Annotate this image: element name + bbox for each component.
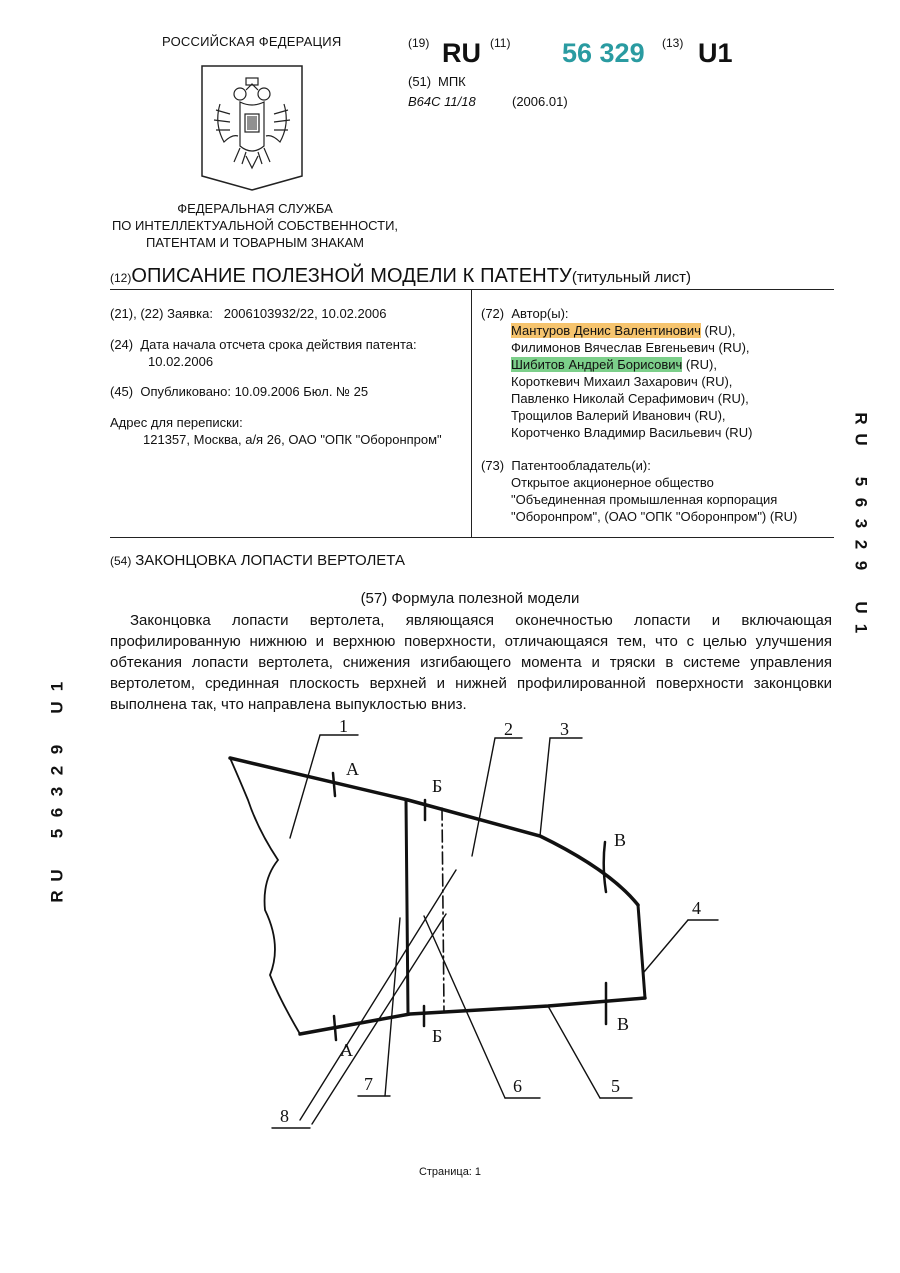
- claim-heading: (57) Формула полезной модели: [360, 590, 580, 607]
- author-name-4: Короткевич Михаил Захарович: [511, 374, 698, 389]
- tag-24: (24): [110, 337, 134, 352]
- author-item-1: Мантуров Денис Валентинович (RU),: [511, 323, 736, 338]
- application-label: Заявка:: [167, 306, 213, 321]
- tag-21-22: (21), (22): [110, 306, 164, 321]
- agency-line-2: ПО ИНТЕЛЛЕКТУАЛЬНОЙ СОБСТВЕННОСТИ,: [111, 218, 399, 233]
- author-name-6: Трощилов Валерий Иванович: [511, 408, 691, 423]
- published-label: Опубликовано:: [140, 384, 231, 399]
- address-value: 121357, Москва, а/я 26, ОАО "ОПК "Оборонпром": [143, 432, 442, 447]
- author-item-7: Коротченко Владимир Васильевич (RU): [511, 425, 753, 440]
- published-value: 10.09.2006 Бюл. № 25: [234, 384, 369, 399]
- country-code: RU: [442, 38, 481, 68]
- side-label-right: R U 5 6 3 2 9 U 1: [851, 412, 871, 634]
- section-label-b-bottom: Б: [432, 1026, 443, 1046]
- kind-code: U1: [698, 38, 733, 68]
- section-line-dashdot: [442, 808, 444, 1012]
- part-label-7: 7: [364, 1074, 373, 1094]
- utility-model-title-text: ЗАКОНЦОВКА ЛОПАСТИ ВЕРТОЛЕТА: [135, 552, 405, 569]
- author-item-5: Павленко Николай Серафимович (RU),: [511, 391, 749, 406]
- part-label-8: 8: [280, 1106, 289, 1126]
- author-item-2: Филимонов Вячеслав Евгеньевич (RU),: [511, 340, 750, 355]
- author-name-2: Филимонов Вячеслав Евгеньевич: [511, 340, 715, 355]
- tag-13: (13): [662, 36, 684, 50]
- authors-label: Автор(ы):: [511, 306, 569, 321]
- part-label-6: 6: [513, 1076, 522, 1096]
- tag-54: (54): [110, 554, 132, 568]
- title-main: ОПИСАНИЕ ПОЛЕЗНОЙ МОДЕЛИ К ПАТЕНТУ: [131, 265, 572, 287]
- tag-11: (11): [490, 36, 511, 50]
- author-item-3: Шибитов Андрей Борисович (RU),: [511, 357, 717, 372]
- page-number: Страница: 1: [418, 1166, 482, 1178]
- tag-73: (73): [481, 458, 505, 473]
- holder-label: Патентообладатель(и):: [511, 458, 651, 473]
- part-label-5: 5: [611, 1076, 620, 1096]
- address-label: Адрес для переписки:: [110, 415, 243, 430]
- agency-line-3: ПАТЕНТАМ И ТОВАРНЫМ ЗНАКАМ: [146, 235, 364, 250]
- patent-number: 56 329: [562, 38, 645, 68]
- blade-root-break: [230, 758, 300, 1034]
- ipc-code: B64C 11/18: [408, 94, 476, 109]
- title-sub: (титульный лист): [571, 269, 691, 286]
- section-line-vertical: [406, 800, 408, 1014]
- author-name-7: Коротченко Владимир Васильевич: [511, 425, 722, 440]
- tag-51: (51): [408, 74, 432, 89]
- blade-tip-edge: [638, 905, 645, 998]
- side-label-left: R U 5 6 3 2 9 U 1: [47, 681, 67, 903]
- author-item-6: Трощилов Валерий Иванович (RU),: [511, 408, 726, 423]
- tag-45: (45): [110, 384, 134, 399]
- holder-line-3: "Оборонпром", (ОАО "ОПК "Оборонпром") (RU): [511, 509, 798, 524]
- section-label-v-bottom: В: [617, 1014, 630, 1034]
- tag-72: (72): [481, 306, 505, 321]
- author-name-5: Павленко Николай Серафимович: [511, 391, 715, 406]
- agency-line-1: ФЕДЕРАЛЬНАЯ СЛУЖБА: [177, 201, 333, 216]
- section-label-a-bottom: А: [340, 1040, 353, 1060]
- author-item-4: Короткевич Михаил Захарович (RU),: [511, 374, 733, 389]
- ipc-version: (2006.01): [512, 94, 568, 109]
- part-label-1: 1: [339, 716, 348, 736]
- part-label-4: 4: [692, 898, 701, 918]
- claim-text: Законцовка лопасти вертолета, являющаяся оконечностью лопасти и включающая профилированную нижнюю и верхнюю поверхности, отличающаяся тем, что с целью улучшения обтекания лопасти вертолета, снижения изгибающего момента и тряски в системе управления вертолетом, срединная плоскость верхней и нижней профилированной поверхности законцовки выполнена так, что направлена выпуклостью вниз.: [110, 612, 832, 713]
- start-date-value: 10.02.2006: [148, 354, 214, 369]
- country-name: РОССИЙСКАЯ ФЕДЕРАЦИЯ: [162, 34, 342, 49]
- application-value: 2006103932/22, 10.02.2006: [223, 306, 387, 321]
- author-name-3: Шибитов Андрей Борисович: [511, 357, 683, 372]
- part-label-2: 2: [504, 719, 513, 739]
- author-name-1: Мантуров Денис Валентинович: [511, 323, 701, 338]
- section-label-a-top: А: [346, 759, 359, 779]
- section-label-b-top: Б: [432, 776, 443, 796]
- holder-line-1: Открытое акционерное общество: [511, 475, 714, 490]
- blade-bottom-edge: [300, 998, 645, 1034]
- ipc-label: МПК: [438, 74, 466, 89]
- tag-12: (12): [110, 271, 132, 285]
- tag-19: (19): [408, 36, 430, 50]
- holder-line-2: "Объединенная промышленная корпорация: [511, 492, 778, 507]
- start-date-label: Дата начала отсчета срока действия патента:: [140, 337, 417, 352]
- section-label-v-top: В: [614, 830, 627, 850]
- part-label-3: 3: [560, 719, 569, 739]
